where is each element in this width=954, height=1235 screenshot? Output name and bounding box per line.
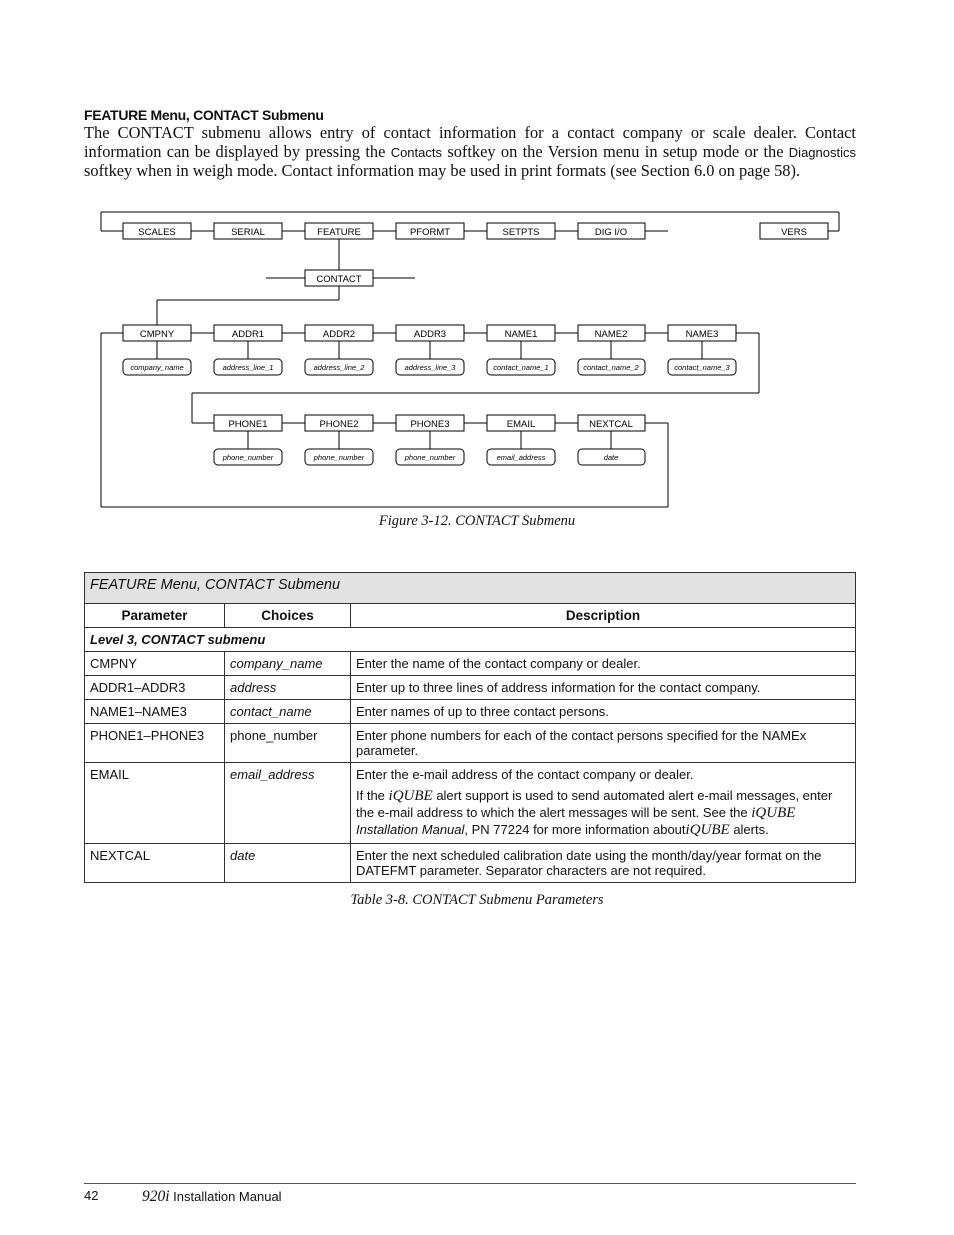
description-cell: Enter phone numbers for each of the contact persons specified for the NAMEx parameter. xyxy=(351,724,856,763)
param-box-addr1 xyxy=(214,325,282,341)
level-label: Level 3, CONTACT submenu xyxy=(85,628,856,652)
choice-cell: date xyxy=(225,844,351,883)
value-box-contact-name-2 xyxy=(578,359,645,375)
menu-box-feature xyxy=(305,223,373,239)
intro-paragraph: The CONTACT submenu allows entry of contact information for a contact company or scale dealer. Contact information can be displayed by pressing the Contacts softkey on the Version menu in setup mode or the Diagnostics softkey when in weigh mode. Contact information may be used in print formats (see Section 6.0 on page 58). xyxy=(84,123,856,181)
value-box-phone-number-3 xyxy=(396,449,464,465)
svg-text:NAME1: NAME1 xyxy=(504,329,538,340)
model-name: 920i xyxy=(142,1188,170,1205)
svg-text:VERS: VERS xyxy=(781,227,807,238)
row1-value-boxes xyxy=(123,359,736,375)
value-box-company-name xyxy=(123,359,191,375)
svg-text:NAME2: NAME2 xyxy=(594,329,628,340)
contact-submenu-diagram xyxy=(0,205,954,510)
svg-text:PHONE1: PHONE1 xyxy=(228,419,268,430)
svg-text:PHONE2: PHONE2 xyxy=(319,419,359,430)
param-box-email xyxy=(487,415,555,431)
top-menu-boxes xyxy=(123,223,828,286)
svg-text:EMAIL: EMAIL xyxy=(506,419,536,430)
svg-text:PFORMT: PFORMT xyxy=(409,227,451,238)
menu-box-dig-io xyxy=(578,223,645,239)
svg-text:contact_name_1: contact_name_1 xyxy=(493,363,549,372)
value-box-contact-name-3 xyxy=(668,359,736,375)
header-description: Description xyxy=(351,604,856,628)
svg-text:company_name: company_name xyxy=(130,363,184,372)
menu-box-pformt xyxy=(396,223,464,239)
param-cell: EMAIL xyxy=(85,763,225,844)
svg-text:FEATURE: FEATURE xyxy=(317,227,361,238)
svg-text:ADDR3: ADDR3 xyxy=(413,329,447,340)
choice-cell: company_name xyxy=(225,652,351,676)
contacts-softkey-label: Contacts xyxy=(390,144,442,160)
table-title: FEATURE Menu, CONTACT Submenu xyxy=(85,573,856,604)
table-row xyxy=(85,700,856,724)
menu-box-scales xyxy=(123,223,191,239)
value-box-date xyxy=(578,449,645,465)
param-box-phone3 xyxy=(396,415,464,431)
choice-cell: email_address xyxy=(225,763,351,844)
value-box-phone-number-2 xyxy=(305,449,373,465)
table-title-row xyxy=(85,573,856,604)
description-cell xyxy=(351,763,856,844)
menu-box-vers xyxy=(760,223,828,239)
param-box-cmpny xyxy=(123,325,191,341)
table-row xyxy=(85,652,856,676)
iqube-brand: iQUBE xyxy=(388,788,433,804)
diagnostics-softkey-label: Diagnostics xyxy=(788,144,856,160)
value-box-address-line-2 xyxy=(305,359,373,375)
email-description: Enter the e-mail address of the contact company or dealer. xyxy=(356,767,694,782)
row1-param-boxes xyxy=(123,325,736,341)
footer-rule xyxy=(84,1183,856,1184)
value-box-phone-number-1 xyxy=(214,449,282,465)
iqube-brand: iQUBE xyxy=(685,822,730,838)
choice-cell: address xyxy=(225,676,351,700)
param-cell: NEXTCAL xyxy=(85,844,225,883)
choice-cell: phone_number xyxy=(225,724,351,763)
svg-text:CMPNY: CMPNY xyxy=(139,329,175,340)
table-row xyxy=(85,724,856,763)
svg-text:SCALES: SCALES xyxy=(138,227,176,238)
table-header-row xyxy=(85,604,856,628)
description-cell: Enter the next scheduled calibration date using the month/day/year format on the DATEFMT parameter. Separator characters are not required. xyxy=(351,844,856,883)
param-box-nextcal xyxy=(578,415,645,431)
svg-text:phone_number: phone_number xyxy=(313,453,365,462)
section-heading: FEATURE Menu, CONTACT Submenu xyxy=(84,107,324,123)
svg-text:contact_name_2: contact_name_2 xyxy=(583,363,639,372)
svg-text:address_line_1: address_line_1 xyxy=(222,363,274,372)
row2-value-boxes xyxy=(214,449,645,465)
param-box-name3 xyxy=(668,325,736,341)
footer-title xyxy=(142,1188,282,1206)
param-box-name2 xyxy=(578,325,645,341)
contact-parameters-table xyxy=(84,572,856,883)
iqube-brand: iQUBE xyxy=(751,805,796,821)
param-box-addr2 xyxy=(305,325,373,341)
value-box-address-line-1 xyxy=(214,359,282,375)
value-box-address-line-3 xyxy=(396,359,464,375)
description-cell: Enter up to three lines of address information for the contact company. xyxy=(351,676,856,700)
table-caption: Table 3-8. CONTACT Submenu Parameters xyxy=(350,892,604,908)
svg-text:SETPTS: SETPTS xyxy=(502,227,540,238)
value-box-email-address xyxy=(487,449,555,465)
manual-title: Installation Manual xyxy=(356,822,465,837)
svg-text:date: date xyxy=(603,453,619,462)
svg-text:address_line_3: address_line_3 xyxy=(404,363,456,372)
table-row xyxy=(85,844,856,883)
svg-text:email_address: email_address xyxy=(496,453,546,462)
svg-text:phone_number: phone_number xyxy=(404,453,456,462)
svg-text:SERIAL: SERIAL xyxy=(231,227,265,238)
iqube-note: If the iQUBE alert support is used to send automated alert e-mail messages, enter the e-mail address to which the alert messages will be sent. See the iQUBE Installation Manual, PN 77224 for more information aboutiQUBE alerts. xyxy=(356,788,833,838)
menu-box-setpts xyxy=(487,223,555,239)
figure-caption: Figure 3-12. CONTACT Submenu xyxy=(378,513,576,529)
param-cell: NAME1–NAME3 xyxy=(85,700,225,724)
header-choices: Choices xyxy=(225,604,351,628)
svg-text:ADDR2: ADDR2 xyxy=(322,329,356,340)
manual-name: Installation Manual xyxy=(169,1189,282,1204)
table-level-row xyxy=(85,628,856,652)
menu-box-serial xyxy=(214,223,282,239)
row2-param-boxes xyxy=(214,415,645,431)
param-box-addr3 xyxy=(396,325,464,341)
submenu-box-contact xyxy=(305,270,373,286)
svg-text:CONTACT: CONTACT xyxy=(316,274,362,285)
svg-text:PHONE3: PHONE3 xyxy=(410,419,450,430)
svg-text:address_line_2: address_line_2 xyxy=(313,363,365,372)
svg-text:ADDR1: ADDR1 xyxy=(231,329,265,340)
svg-text:contact_name_3: contact_name_3 xyxy=(674,363,730,372)
table-row xyxy=(85,676,856,700)
svg-text:phone_number: phone_number xyxy=(222,453,274,462)
header-parameter: Parameter xyxy=(85,604,225,628)
description-cell: Enter the name of the contact company or dealer. xyxy=(351,652,856,676)
choice-cell: contact_name xyxy=(225,700,351,724)
param-cell: ADDR1–ADDR3 xyxy=(85,676,225,700)
svg-text:DIG I/O: DIG I/O xyxy=(594,227,628,238)
param-cell: CMPNY xyxy=(85,652,225,676)
svg-text:NAME3: NAME3 xyxy=(685,329,719,340)
param-box-phone1 xyxy=(214,415,282,431)
param-cell: PHONE1–PHONE3 xyxy=(85,724,225,763)
value-box-contact-name-1 xyxy=(487,359,555,375)
param-box-phone2 xyxy=(305,415,373,431)
table-row xyxy=(85,763,856,844)
page-number: 42 xyxy=(84,1188,99,1203)
param-box-name1 xyxy=(487,325,555,341)
svg-text:NEXTCAL: NEXTCAL xyxy=(589,419,633,430)
description-cell: Enter names of up to three contact persons. xyxy=(351,700,856,724)
